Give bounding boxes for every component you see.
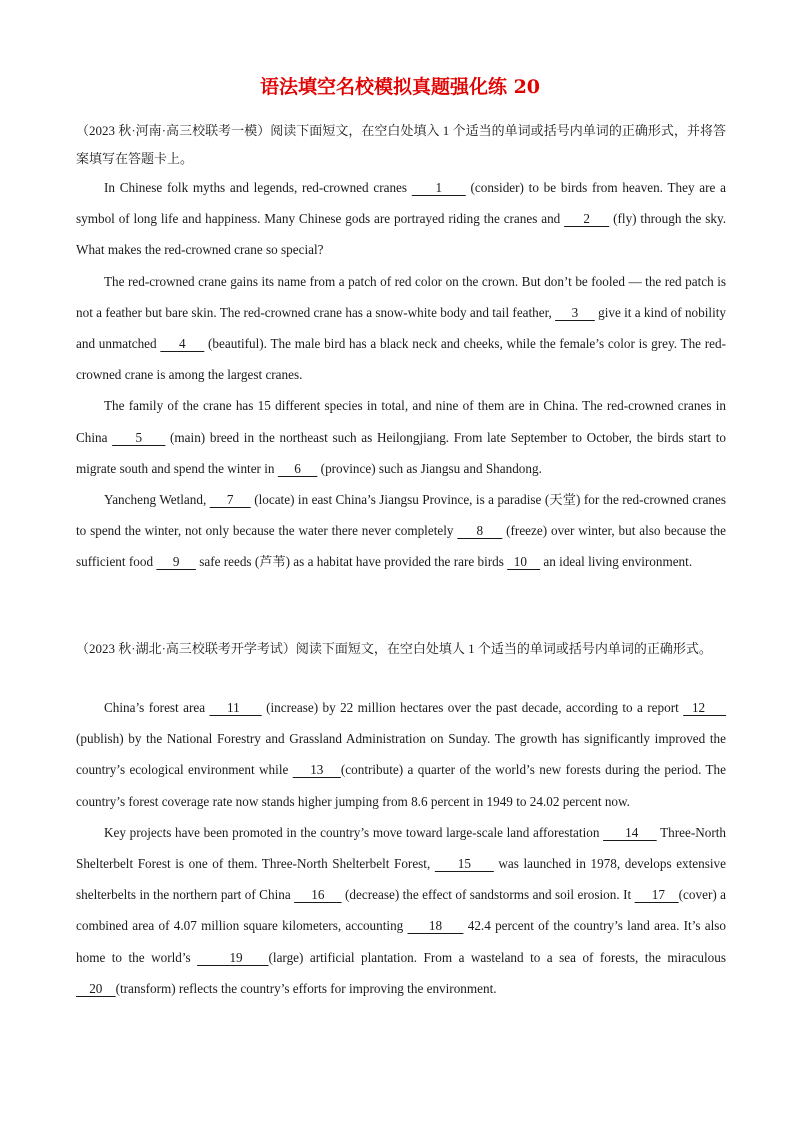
- blank-12[interactable]: 12: [683, 700, 727, 715]
- text: (consider) to be birds from heaven. They are a symbol of long life and happiness. Many Chinese gods are portrayed riding the cranes and: [76, 180, 726, 227]
- text: (freeze) over winter, but also because the sufficient food: [76, 523, 726, 570]
- blank-11[interactable]: 11: [209, 700, 262, 715]
- text: (publish) by the National Forestry and Grassland Administration on Sunday. The growth has significantly improved the country’s ecological environment while: [76, 731, 726, 778]
- text: In Chinese folk myths and legends, red-crowned cranes: [104, 180, 412, 195]
- paragraph: [76, 484, 726, 578]
- text: 42.4 percent of the country’s land area. It’s also home to the world’s: [76, 918, 727, 965]
- text: (locate) in east China’s Jiangsu Province, is a paradise (天堂) for the red-crowned cranes to spend the winter, not only because the water there never completely: [76, 492, 727, 539]
- section-intro: （2023 秋·河南·高三校联考一模）阅读下面短文，在空白处填入 1 个适当的单词或括号内单词的正确形式，并将答案填写在答题卡上。: [76, 123, 726, 166]
- blank-13[interactable]: 13: [292, 762, 341, 778]
- text: (decrease) the effect of sandstorms and soil erosion. It: [341, 887, 635, 903]
- passage-forests: [76, 692, 726, 1004]
- text: (beautiful). The male bird has a black neck and cheeks, while the female’s color is grey. The red-crowned crane is among the largest cranes.: [76, 336, 727, 383]
- paragraph: [76, 692, 726, 817]
- section-hubei: [76, 635, 726, 663]
- paragraph: [76, 390, 726, 484]
- blank-5[interactable]: 5: [112, 429, 166, 445]
- text: Yancheng Wetland,: [104, 492, 210, 508]
- text: (increase) by 22 million hectares over the past decade, according to a report: [261, 700, 684, 715]
- text: (contribute) a quarter of the world’s new forests during the period. The country’s forest coverage rate now stands higher jumping from 8.6 percent in 1949 to 24.02 percent now.: [76, 762, 727, 809]
- paragraph: [76, 266, 726, 391]
- passage-cranes: [76, 172, 726, 578]
- blank-15[interactable]: 15: [434, 856, 494, 872]
- blank-19[interactable]: 19: [197, 949, 269, 965]
- text: Three-North Shelterbelt Forest is one of them. Three-North Shelterbelt Forest,: [76, 824, 726, 872]
- blank-10[interactable]: 10: [507, 554, 541, 570]
- page-title: 语法填空名校模拟真题强化练 20: [259, 76, 541, 98]
- text: an ideal living environment.: [540, 554, 693, 570]
- paragraph: [76, 817, 726, 1004]
- text: The red-crowned crane gains its name from a patch of red color on the crown. But don’t be fooled — the red patch is not a feather but bare skin. The red-crowned crane has a snow-white body and tail feather,: [76, 273, 726, 320]
- blank-3[interactable]: 3: [555, 304, 595, 320]
- blank-6[interactable]: 6: [277, 460, 318, 476]
- blank-20[interactable]: 20: [76, 980, 116, 996]
- text: (fly) through the sky. What makes the red-crowned crane so special?: [76, 211, 727, 258]
- blank-17[interactable]: 17: [634, 887, 679, 903]
- text: (large) artificial plantation. From a wasteland to a sea of forests, the miraculous: [268, 949, 726, 965]
- blank-16[interactable]: 16: [294, 887, 342, 903]
- blank-2[interactable]: 2: [564, 211, 610, 227]
- paragraph: [76, 172, 726, 266]
- section-intro: （2023 秋·湖北·高三校联考开学考试）阅读下面短文，在空白处填人 1 个适当的单词或括号内单词的正确形式。: [76, 641, 712, 656]
- blank-14[interactable]: 14: [603, 824, 657, 840]
- text: China’s forest area: [104, 700, 210, 715]
- text: (main) breed in the northeast such as Heilongjiang. From late September to October, the birds start to migrate south and spend the winter in: [76, 429, 726, 476]
- text: (transform) reflects the country’s efforts for improving the environment.: [115, 980, 497, 996]
- blank-9[interactable]: 9: [156, 554, 196, 570]
- section-henan: [76, 117, 726, 173]
- text: was launched in 1978, develops extensive shelterbelts in the northern part of China: [76, 856, 726, 903]
- text: (cover) a combined area of 4.07 million square kilometers, accounting: [76, 887, 727, 934]
- blank-1[interactable]: 1: [411, 180, 466, 195]
- text: safe reeds (芦苇) as a habitat have provided the rare birds: [195, 554, 508, 570]
- text: Key projects have been promoted in the country’s move toward large-scale land afforestation: [104, 824, 604, 840]
- blank-18[interactable]: 18: [407, 918, 464, 934]
- text: The family of the crane has 15 different species in total, and nine of them are in China. The red-crowned cranes in China: [76, 398, 726, 445]
- text: give it a kind of nobility and unmatched: [76, 304, 726, 352]
- blank-7[interactable]: 7: [209, 492, 251, 508]
- blank-4[interactable]: 4: [160, 336, 205, 352]
- text: (province) such as Jiangsu and Shandong.: [317, 460, 542, 476]
- blank-8[interactable]: 8: [457, 523, 503, 539]
